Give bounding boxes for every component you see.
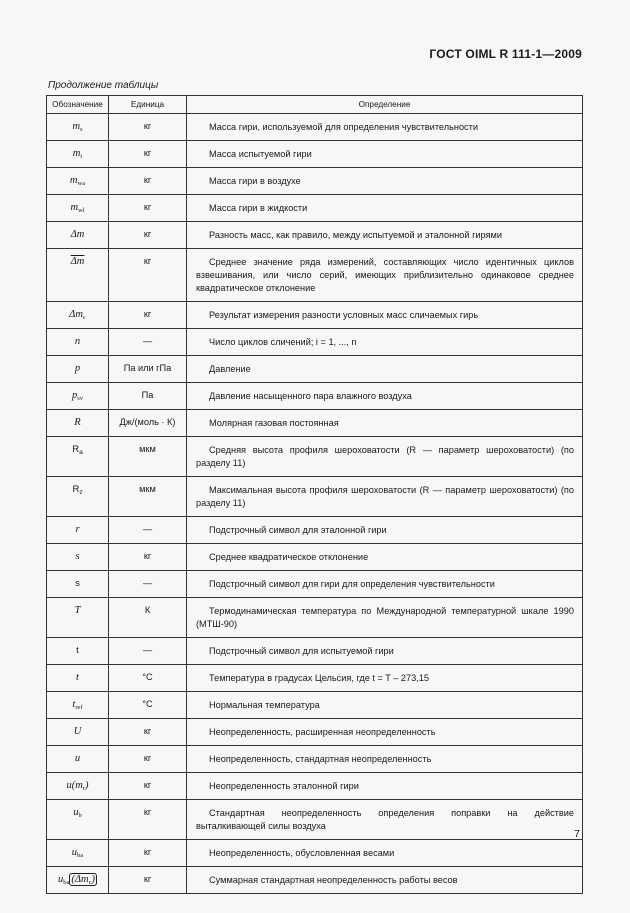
cell-symbol xyxy=(47,571,109,598)
cell-symbol xyxy=(47,356,109,383)
cell-definition: Нормальная температура xyxy=(187,692,583,719)
table-row xyxy=(47,477,583,517)
cell-symbol xyxy=(47,800,109,840)
table-row xyxy=(47,719,583,746)
table-row xyxy=(47,773,583,800)
cell-definition: Среднее значение ряда измерений, составляющих число идентичных циклов взвешивания, или число серий, имеющих приблизительно одинаковое среднее квадратическое отклонение xyxy=(187,249,583,302)
symbol-subscript: c xyxy=(88,879,92,886)
cell-symbol xyxy=(47,598,109,638)
cell-unit: кг xyxy=(109,195,187,222)
table-row xyxy=(47,638,583,665)
symbol-text: u xyxy=(74,753,81,764)
cell-symbol xyxy=(47,329,109,356)
table-row xyxy=(47,168,583,195)
column-header-unit: Единица xyxy=(109,96,187,114)
symbol-text: t xyxy=(76,645,79,656)
cell-symbol xyxy=(47,195,109,222)
cell-symbol xyxy=(47,840,109,867)
symbol-text: Δm xyxy=(69,309,83,320)
table-row xyxy=(47,692,583,719)
symbol-subscript: c xyxy=(82,314,86,321)
symbol-text: m xyxy=(72,148,81,159)
symbol-text: m xyxy=(72,121,81,132)
symbol-text: u xyxy=(73,807,79,818)
cell-symbol xyxy=(47,141,109,168)
cell-definition: Давление xyxy=(187,356,583,383)
symbol-text: T xyxy=(74,605,81,616)
cell-unit: кг xyxy=(109,168,187,195)
cell-unit: мкм xyxy=(109,477,187,517)
symbol-text: s xyxy=(75,578,80,589)
cell-definition: Давление насыщенного пара влажного воздуха xyxy=(187,383,583,410)
cell-symbol xyxy=(47,477,109,517)
table-row xyxy=(47,195,583,222)
table-caption: Продолжение таблицы xyxy=(48,80,159,91)
symbol-boxed-term xyxy=(69,873,97,886)
cell-definition: Подстрочный символ для эталонной гири xyxy=(187,517,583,544)
symbols-table xyxy=(46,95,583,894)
symbol-text: ) xyxy=(85,780,89,791)
symbol-subscript: ba xyxy=(77,852,84,859)
table-row xyxy=(47,517,583,544)
symbol-text: U xyxy=(73,726,82,737)
cell-definition: Результат измерения разности условных масс сличаемых гирь xyxy=(187,302,583,329)
symbol-text: ) xyxy=(91,874,96,885)
symbol-subscript: wa xyxy=(77,180,86,187)
cell-symbol xyxy=(47,168,109,195)
table-header-row xyxy=(47,96,583,114)
cell-unit: — xyxy=(109,571,187,598)
table-row xyxy=(47,141,583,168)
table-row xyxy=(47,222,583,249)
cell-symbol xyxy=(47,249,109,302)
cell-symbol xyxy=(47,517,109,544)
cell-symbol xyxy=(47,437,109,477)
cell-unit: Па xyxy=(109,383,187,410)
symbol-subscript: ba xyxy=(63,879,70,886)
cell-unit: кг xyxy=(109,773,187,800)
cell-symbol xyxy=(47,302,109,329)
cell-unit: кг xyxy=(109,867,187,894)
table-row xyxy=(47,302,583,329)
symbol-subscript: ref xyxy=(75,704,83,711)
table-row xyxy=(47,329,583,356)
symbol-text: R xyxy=(72,444,80,455)
cell-unit: кг xyxy=(109,840,187,867)
symbol-text: t xyxy=(72,699,76,710)
cell-definition: Неопределенность, расширенная неопределенность xyxy=(187,719,583,746)
cell-symbol xyxy=(47,383,109,410)
cell-definition: Температура в градусах Цельсия, где t = T – 273,15 xyxy=(187,665,583,692)
cell-unit: кг xyxy=(109,249,187,302)
cell-definition: Неопределенность, стандартная неопределенность xyxy=(187,746,583,773)
cell-definition: Средняя высота профиля шероховатости (R — параметр шероховатости) (по разделу 11) xyxy=(187,437,583,477)
cell-definition: Подстрочный символ для гири для определения чувствительности xyxy=(187,571,583,598)
table-row xyxy=(47,571,583,598)
symbol-text: u xyxy=(57,874,64,885)
cell-definition: Масса гири в жидкости xyxy=(187,195,583,222)
cell-symbol xyxy=(47,719,109,746)
table-row xyxy=(47,356,583,383)
table-row xyxy=(47,598,583,638)
cell-unit: — xyxy=(109,638,187,665)
symbol-text: m xyxy=(70,202,79,213)
cell-symbol xyxy=(47,114,109,141)
symbol-subscript: t xyxy=(80,153,83,160)
table-row xyxy=(47,840,583,867)
cell-unit: кг xyxy=(109,141,187,168)
cell-definition: Масса испытуемой гири xyxy=(187,141,583,168)
cell-symbol xyxy=(47,665,109,692)
cell-symbol xyxy=(47,746,109,773)
cell-unit: кг xyxy=(109,719,187,746)
cell-symbol xyxy=(47,544,109,571)
cell-unit: кг xyxy=(109,222,187,249)
symbol-text: s xyxy=(75,551,80,562)
cell-unit: °С xyxy=(109,692,187,719)
symbol-text: r xyxy=(75,524,80,535)
cell-definition: Максимальная высота профиля шероховатости (R — параметр шероховатости) (по разделу 11) xyxy=(187,477,583,517)
cell-unit: кг xyxy=(109,746,187,773)
cell-unit: К xyxy=(109,598,187,638)
symbol-text: p xyxy=(71,390,78,401)
document-header: ГОСТ OIML R 111-1—2009 xyxy=(429,47,582,61)
table-row xyxy=(47,746,583,773)
cell-unit: Дж/(моль · К) xyxy=(109,410,187,437)
cell-unit: кг xyxy=(109,800,187,840)
table-row xyxy=(47,410,583,437)
symbol-subscript: s xyxy=(80,126,83,133)
table-row xyxy=(47,544,583,571)
cell-definition: Молярная газовая постоянная xyxy=(187,410,583,437)
symbol-text: n xyxy=(74,336,81,347)
cell-unit: мкм xyxy=(109,437,187,477)
table-row xyxy=(47,114,583,141)
column-header-definition: Определение xyxy=(187,96,583,114)
symbol-text: R xyxy=(74,417,81,428)
cell-definition: Разность масс, как правило, между испытуемой и эталонной гирями xyxy=(187,222,583,249)
cell-unit: — xyxy=(109,329,187,356)
cell-symbol xyxy=(47,773,109,800)
cell-unit: кг xyxy=(109,302,187,329)
symbol-text: $\overline{\Delta m}$ xyxy=(70,256,85,267)
cell-symbol xyxy=(47,867,109,894)
table-row xyxy=(47,437,583,477)
cell-unit: Па или гПа xyxy=(109,356,187,383)
symbol-subscript: sv xyxy=(77,395,84,402)
table-row xyxy=(47,249,583,302)
symbol-subscript: b xyxy=(78,812,82,819)
symbol-text: R xyxy=(72,484,80,495)
symbol-subscript: wl xyxy=(78,207,85,214)
table-row xyxy=(47,867,583,894)
cell-symbol xyxy=(47,692,109,719)
symbol-text: m xyxy=(69,175,78,186)
symbol-text: u(m xyxy=(66,780,83,791)
cell-definition: Масса гири в воздухе xyxy=(187,168,583,195)
cell-definition: Стандартная неопределенность определения поправки на действие выталкивающей силы воздуха xyxy=(187,800,583,840)
cell-definition: Среднее квадратическое отклонение xyxy=(187,544,583,571)
cell-definition: Число циклов сличений; i = 1, ..., n xyxy=(187,329,583,356)
cell-unit: °С xyxy=(109,665,187,692)
symbol-text: (Δm xyxy=(71,874,89,885)
symbol-text: u xyxy=(71,847,78,858)
table-row xyxy=(47,383,583,410)
cell-unit: — xyxy=(109,517,187,544)
cell-symbol xyxy=(47,638,109,665)
cell-symbol xyxy=(47,410,109,437)
cell-definition: Подстрочный символ для испытуемой гири xyxy=(187,638,583,665)
symbol-text: Δm xyxy=(70,229,85,240)
symbol-text: t xyxy=(76,672,79,683)
symbol-text: p xyxy=(74,363,81,374)
cell-definition: Масса гири, используемой для определения чувствительности xyxy=(187,114,583,141)
cell-definition: Суммарная стандартная неопределенность работы весов xyxy=(187,867,583,894)
symbol-subscript: a xyxy=(79,449,83,456)
page-number: 7 xyxy=(574,828,580,840)
table-row xyxy=(47,800,583,840)
cell-definition: Термодинамическая температура по Международной температурной шкале 1990 (МТШ-90) xyxy=(187,598,583,638)
cell-unit: кг xyxy=(109,544,187,571)
table-row xyxy=(47,665,583,692)
column-header-symbol: Обозначение xyxy=(47,96,109,114)
cell-symbol xyxy=(47,222,109,249)
symbol-subscript: r xyxy=(82,785,85,792)
cell-unit: кг xyxy=(109,114,187,141)
cell-definition: Неопределенность эталонной гири xyxy=(187,773,583,800)
symbol-subscript: z xyxy=(79,489,83,496)
cell-definition: Неопределенность, обусловленная весами xyxy=(187,840,583,867)
